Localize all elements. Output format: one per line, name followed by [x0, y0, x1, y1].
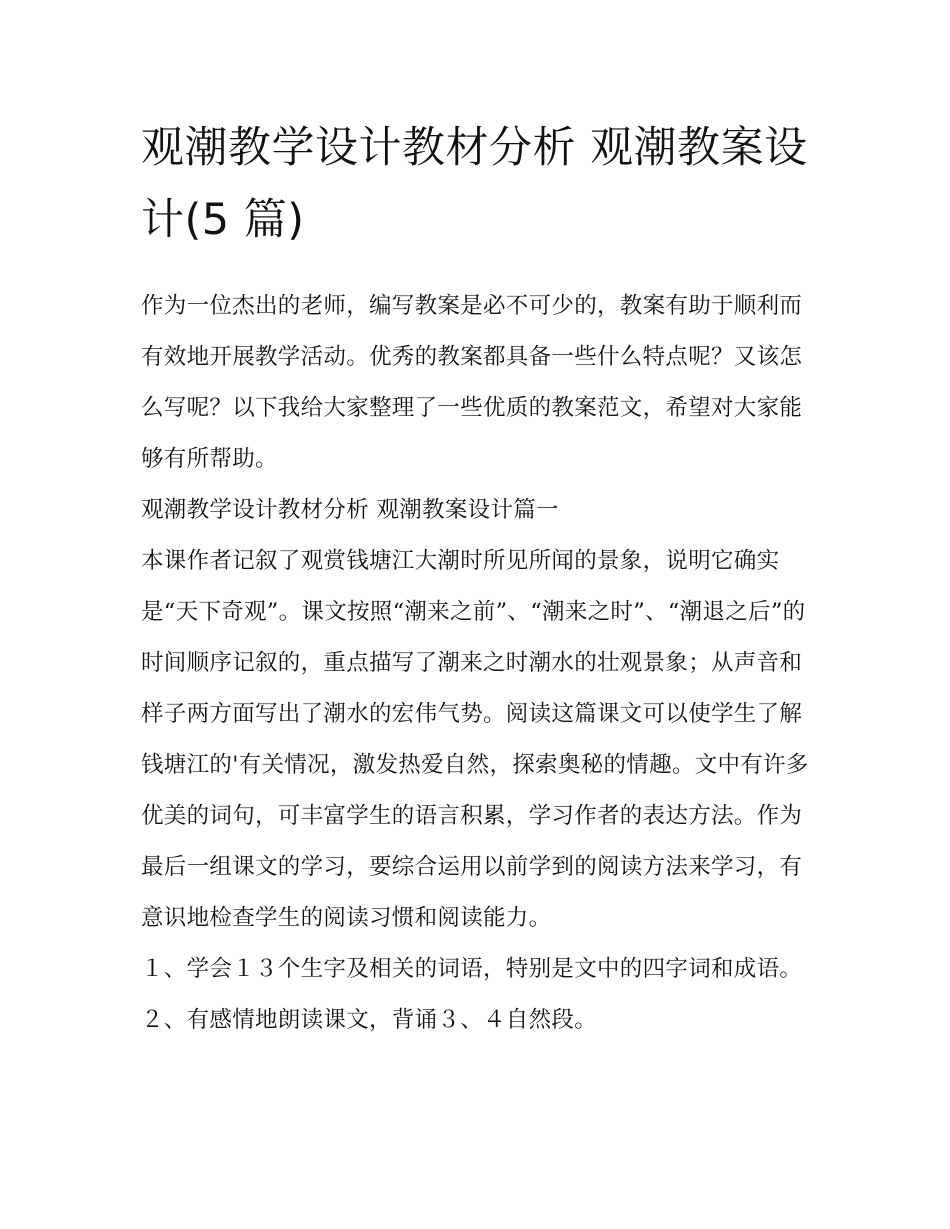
- intro-paragraph: 作为一位杰出的老师，编写教案是必不可少的，教案有助于顺利而有效地开展教学活动。优秀的教案都具备一些什么特点呢？又该怎么写呢？以下我给大家整理了一些优质的教案范文，希望对大家能够有所帮助。: [141, 293, 803, 472]
- document-title: 观潮教学设计教材分析 观潮教案设计(5 篇): [141, 123, 808, 245]
- analysis-paragraph: 本课作者记叙了观赏钱塘江大潮时所见所闻的景象，说明它确实是“天下奇观”。课文按照“潮来之前”、“潮来之时”、“潮退之后”的时间顺序记叙的，重点描写了潮来之时潮水的壮观景象；从声音和样子两方面写出了潮水的宏伟气势。阅读这篇课文可以使学生了解钱塘江的'有关情况，激发热爱自然，探索奥秘的情趣。文中有许多优美的词句，可丰富学生的语言积累，学习作者的表达方法。作为最后一组课文的学习，要综合运用以前学到的阅读方法来学习，有意识地检查学生的阅读习惯和阅读能力。: [141, 548, 809, 931]
- section-heading: 观潮教学设计教材分析 观潮教案设计篇一: [141, 497, 559, 523]
- document-content: [141, 112, 813, 1046]
- goals-paragraph: １、学会１３个生字及相关的词语，特别是文中的四字词和成语。 ２、有感情地朗读课文，背诵３、４自然段。: [141, 956, 803, 1033]
